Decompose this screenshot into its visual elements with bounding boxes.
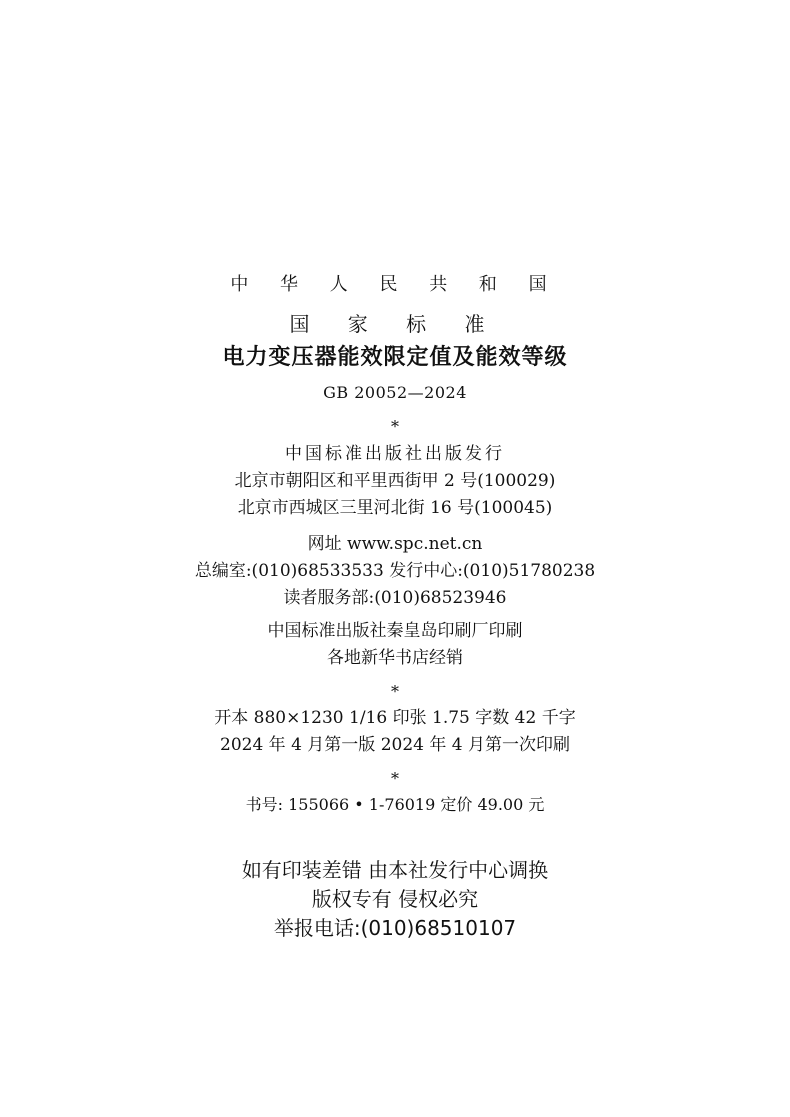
- format-specs: 开本 880×1230 1/16 印张 1.75 字数 42 千字: [214, 708, 576, 728]
- distributor-info: 各地新华书店经销: [327, 648, 463, 668]
- separator-star: *: [391, 769, 399, 788]
- misprint-notice: 如有印装差错 由本社发行中心调换: [241, 858, 549, 882]
- report-phone: 举报电话:(010)68510107: [273, 916, 517, 940]
- publisher-phones: 总编室:(010)68533533 发行中心:(010)51780238: [194, 561, 596, 581]
- country-name: 中 华 人 民 共 和 国: [230, 274, 560, 295]
- standard-code: GB 20052—2024: [323, 383, 467, 402]
- printer-info: 中国标准出版社秦皇岛印刷厂印刷: [267, 621, 523, 641]
- reader-service-phone: 读者服务部:(010)68523946: [283, 588, 507, 608]
- publisher-name: 中国标准出版社出版发行: [285, 444, 505, 464]
- publisher-website: 网址 www.spc.net.cn: [307, 534, 483, 554]
- document-title: 电力变压器能效限定值及能效等级: [222, 345, 568, 370]
- standard-type: 国 家 标 准: [289, 312, 501, 336]
- separator-star: *: [391, 417, 399, 436]
- publisher-address-2: 北京市西城区三里河北街 16 号(100045): [237, 498, 553, 518]
- book-number-price: 书号: 155066 • 1-76019 定价 49.00 元: [245, 795, 545, 814]
- copyright-notice: 版权专有 侵权必究: [311, 887, 479, 911]
- publisher-address-1: 北京市朝阳区和平里西街甲 2 号(100029): [234, 471, 556, 491]
- separator-star: *: [391, 682, 399, 701]
- edition-info: 2024 年 4 月第一版 2024 年 4 月第一次印刷: [220, 735, 570, 755]
